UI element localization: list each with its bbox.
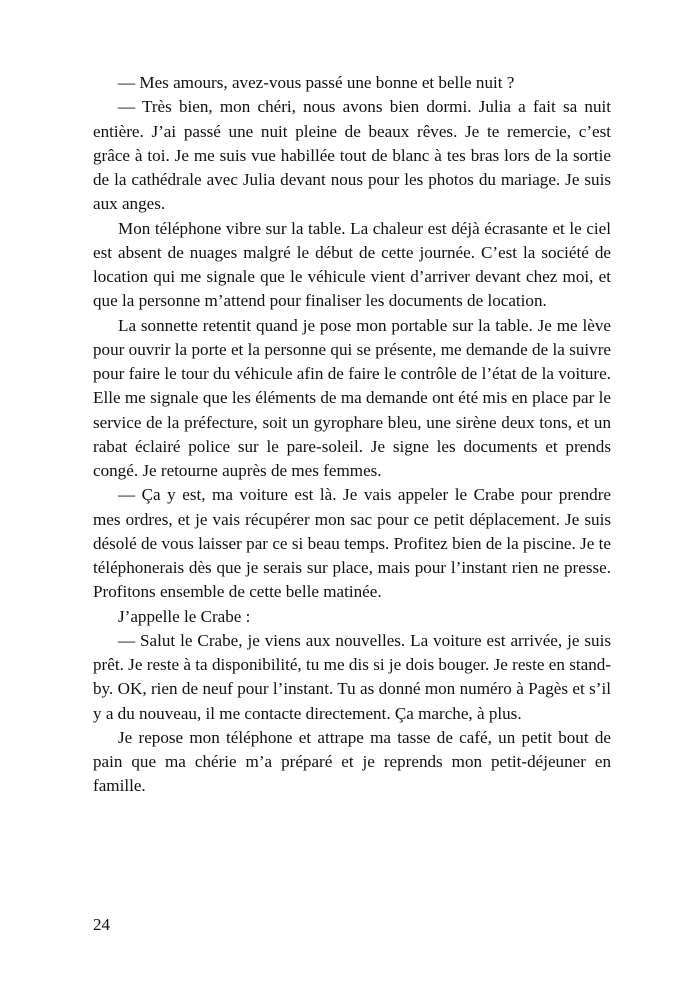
paragraph-4: La sonnette retentit quand je pose mon portable sur la table. Je me lève pour ouvrir la porte et la personne qui se présente, me demande de la suivre pour faire le tour du véhicule afin de faire le contrôle de l’état de la voiture. Elle me signale que les éléments de ma demande ont été mis en place par le service de la préfecture, soit un gyrophare bleu, une sirène deux tons, et un rabat éclairé police sur le pare-soleil. Je signe les documents et prends congé. Je retourne auprès de mes femmes. bbox=[93, 315, 611, 480]
paragraph-6: J’appelle le Crabe : bbox=[118, 606, 251, 626]
page-number: 24 bbox=[93, 915, 110, 934]
paragraph-1: — Mes amours, avez-vous passé une bonne et belle nuit ? bbox=[118, 73, 515, 92]
body-text bbox=[93, 71, 611, 799]
paragraph-7: — Salut le Crabe, je viens aux nouvelles. La voiture est arrivée, je suis prêt. Je reste à ta disponibilité, tu me dis si je dois bouger. Je reste en stand-by. OK, rien de neuf pour l’instant. Tu as donné mon numéro à Pagès et s’il y a du nouveau, il me contacte directement. Ça marche, à plus. bbox=[93, 630, 611, 723]
paragraph-2: — Très bien, mon chéri, nous avons bien dormi. Julia a fait sa nuit entière. J’ai passé une nuit pleine de beaux rêves. Je te remercie, c’est grâce à toi. Je me suis vue habillée tout de blanc à tes bras lors de la sortie de la cathédrale avec Julia devant nous pour les photos du mariage. Je suis aux anges. bbox=[93, 97, 611, 214]
paragraph-3: Mon téléphone vibre sur la table. La chaleur est déjà écrasante et le ciel est absent de nuages malgré le début de cette journée. C’est la société de location qui me signale que le véhicule vient d’arriver devant chez moi, et que la personne m’attend pour finaliser les documents de location. bbox=[93, 218, 611, 311]
paragraph-8: Je repose mon téléphone et attrape ma tasse de café, un petit bout de pain que ma chérie m’a préparé et je reprends mon petit-déjeuner en famille. bbox=[93, 727, 611, 796]
paragraph-5: — Ça y est, ma voiture est là. Je vais appeler le Crabe pour prendre mes ordres, et je vais récupérer mon sac pour ce petit déplacement. Je suis désolé de vous laisser par ce si beau temps. Profitez bien de la piscine. Je te téléphonerais dès que je serais sur place, mais pour l’instant rien ne presse. Profitons ensemble de cette belle matinée. bbox=[93, 485, 611, 602]
